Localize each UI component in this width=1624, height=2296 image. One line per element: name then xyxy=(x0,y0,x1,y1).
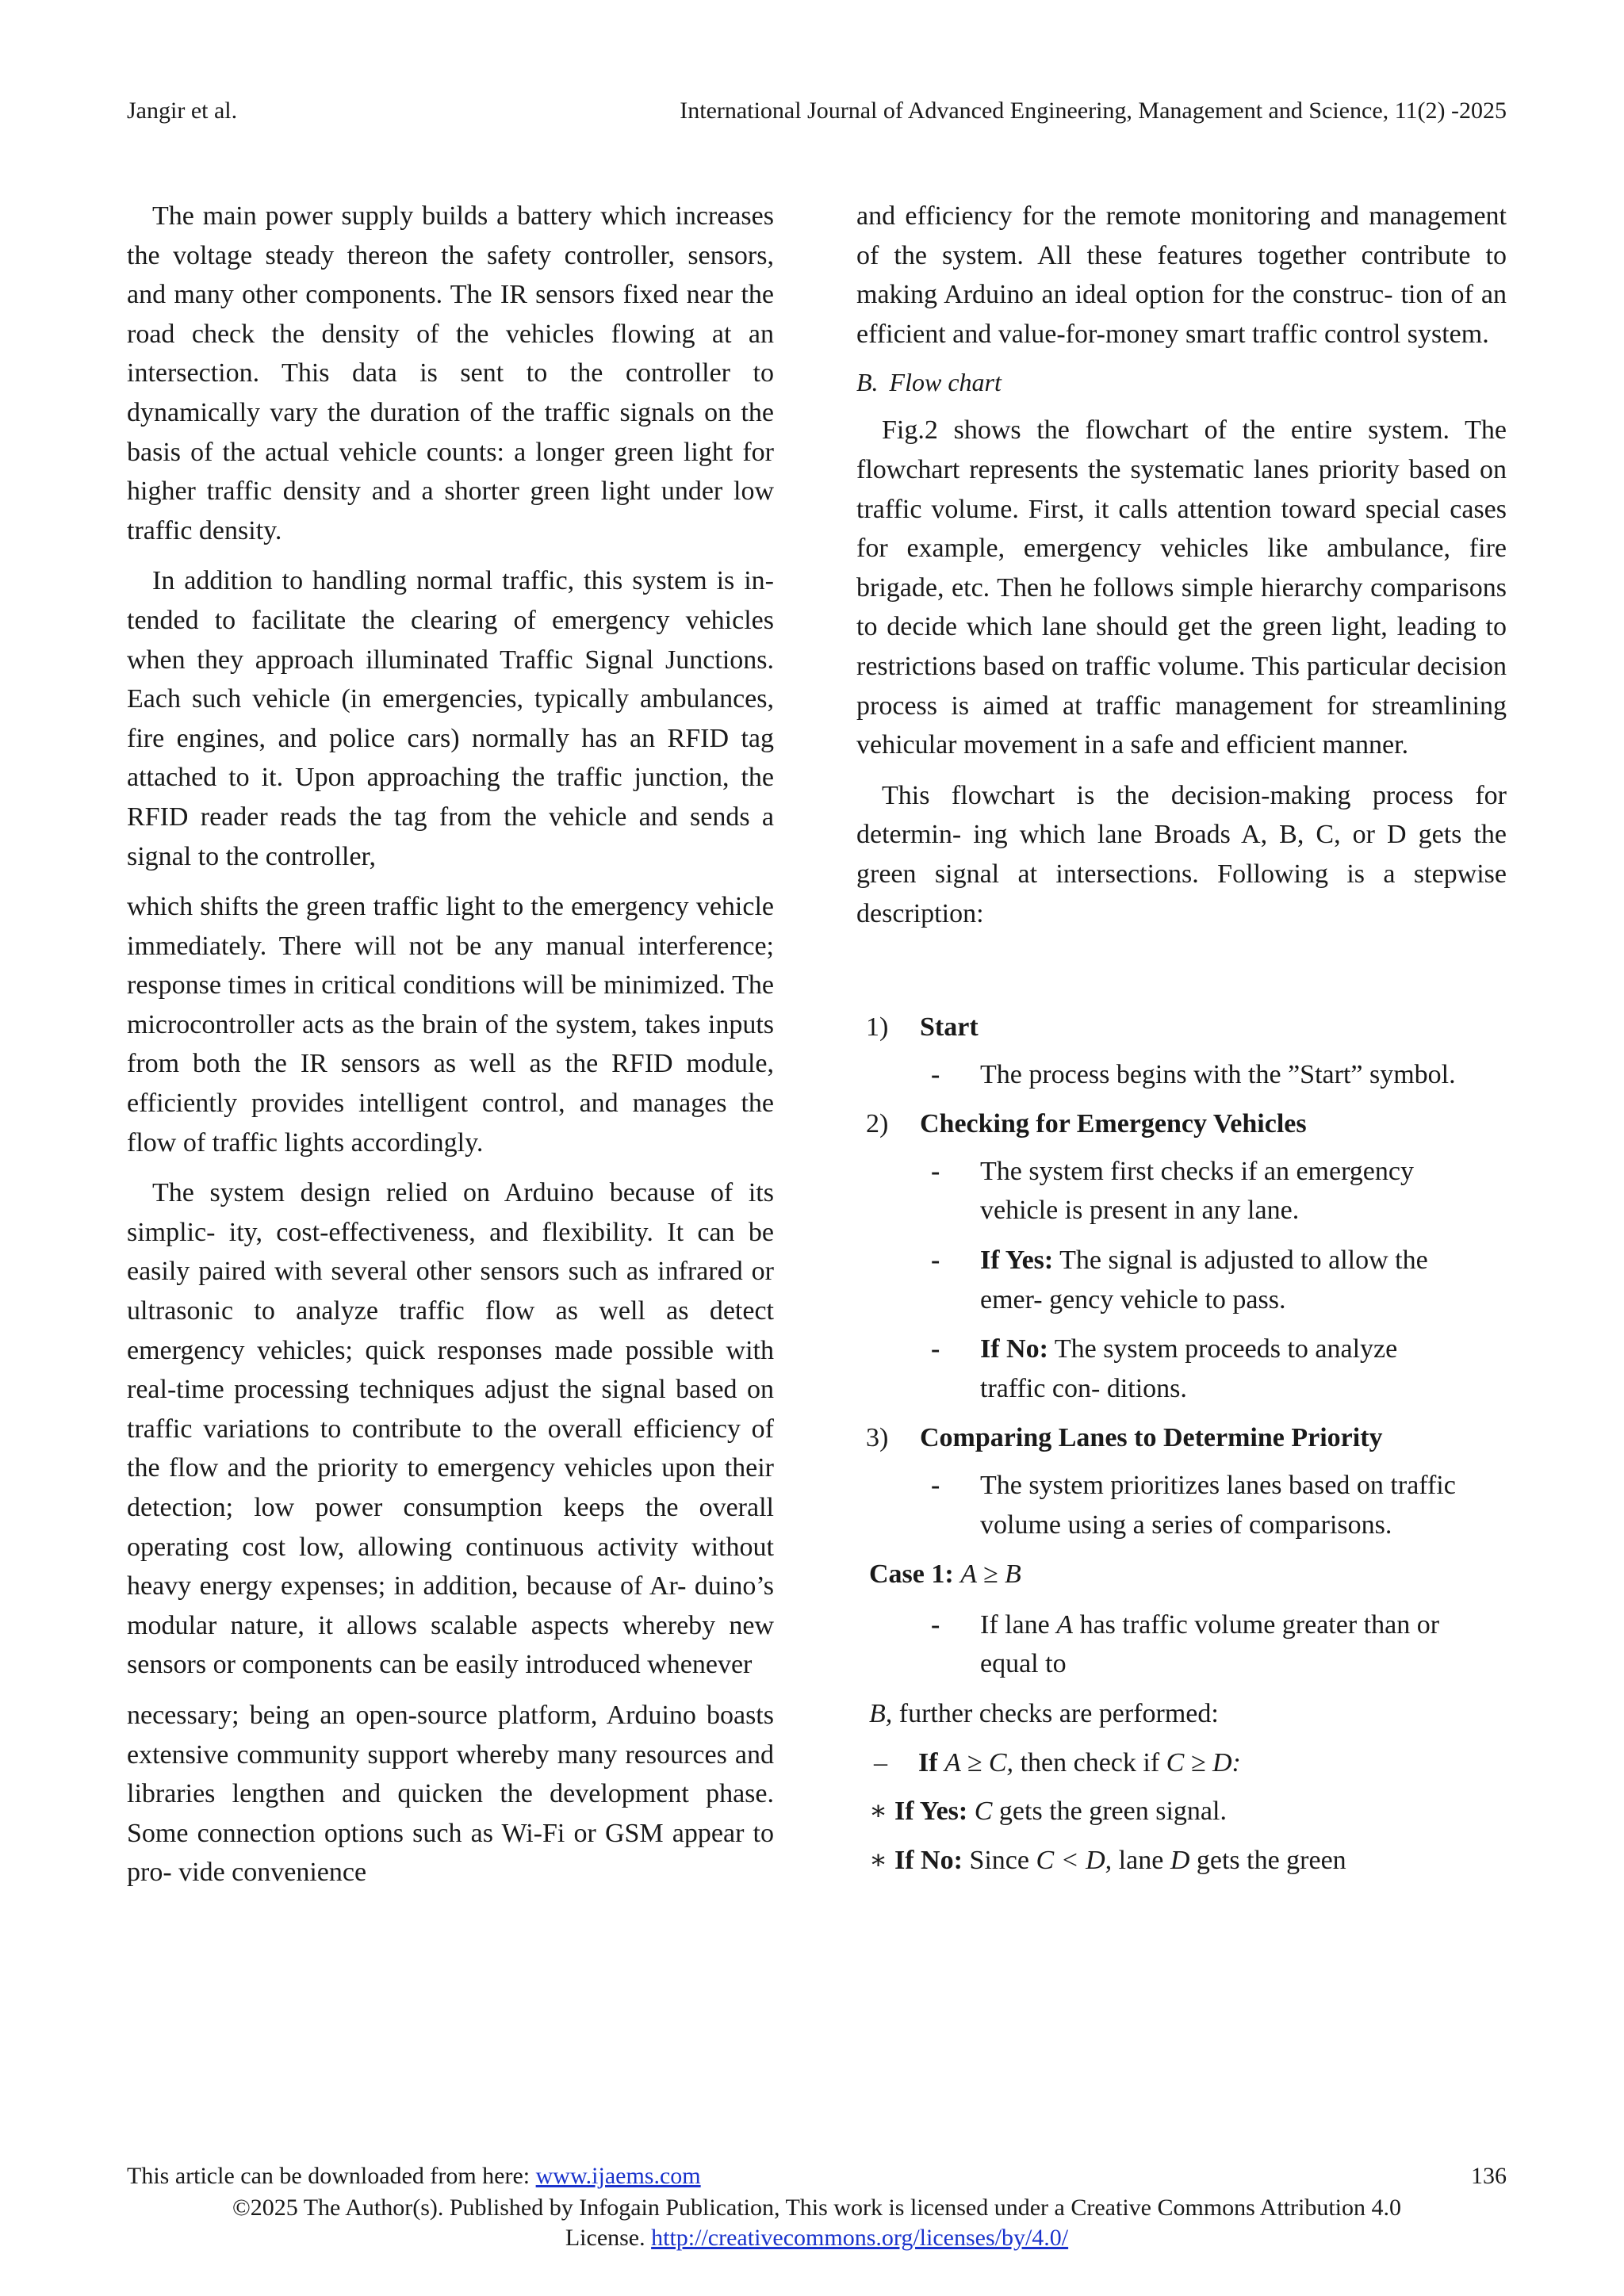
step-title-text: Comparing Lanes to Determine Priority xyxy=(920,1423,1383,1453)
header-authors: Jangir et al. xyxy=(127,98,238,124)
bullet-dash: - xyxy=(931,1471,940,1501)
paragraph: In addition to handling normal traffic, this system is in- tended to facilitate the clearing of emergency vehicles when they approach illuminated Traffic Signal Junctions. Each such vehicle (in emergencies, typically ambulances, fire engines, and police cars) normally has an RFID tag attached to it. Upon approaching the traffic junction, the RFID reader reads the tag from the vehicle and sends a signal to the controller, xyxy=(127,566,774,871)
step-title-text: Checking for Emergency Vehicles xyxy=(920,1109,1307,1139)
download-text: This article can be downloaded from here: xyxy=(127,2163,530,2189)
asterisk-marker: ∗ xyxy=(869,1797,888,1827)
condition-label: If xyxy=(918,1747,938,1777)
math-variable: C xyxy=(974,1797,993,1827)
en-dash-marker: – xyxy=(874,1747,887,1777)
list-item-text: The signal is adjusted to allow the emer- gency vehicle to pass. xyxy=(980,1246,1428,1314)
license-line: ©2025 The Author(s). Published by Infogain Publication, This work is licensed under a Creative Commons Attribution 4.0 xyxy=(232,2195,1402,2221)
section-heading xyxy=(856,365,1507,400)
page-number: 136 xyxy=(1471,2163,1507,2189)
list-item xyxy=(856,1466,1456,1544)
license-link-line xyxy=(127,2223,1507,2253)
condition-text: lane xyxy=(1118,1845,1164,1875)
paragraph: and efficiency for the remote monitoring and management of the system. All these features together contribute to making Arduino an ideal option for the construc- tion of an efficient and value-for-money smart traffic control system. xyxy=(856,201,1507,349)
asterisk-marker: ∗ xyxy=(869,1845,888,1875)
step-list xyxy=(856,1008,1507,1880)
list-item-text: The process begins with the ”Start” symbol. xyxy=(980,1059,1456,1089)
sub-condition xyxy=(856,1743,1507,1783)
math-expression: C < D, xyxy=(1036,1845,1113,1875)
math-expression: C ≥ D: xyxy=(1166,1747,1241,1777)
paragraph: The system design relied on Arduino because of its simplic- ity, cost-effectiveness, and flexibility. It can be easily paired with several other sensors such as infrared or ultrasonic to analyze traffic flow as well as detect emergency vehicles; quick responses made possible with real-time processing techniques adjust the signal based on traffic variations to contribute to the overall efficiency of the flow and the priority to emergency vehicles upon their detection; low power consumption keeps the overall operating cost low, allowing continuous activity without heavy energy expenses; in addition, because of Ar- duino’s modular nature, it allows scalable aspects whereby new sensors or components can be easily introduced whenever xyxy=(127,1178,774,1680)
sub-sub-item xyxy=(856,1841,1507,1881)
paragraph: The main power supply builds a battery which increases the voltage steady thereon the safety controller, sensors, and many other components. The IR sensors fixed near the road check the density of the vehicles flowing at an intersection. This data is sent to the controller to dynamically vary the duration of the traffic signals on the basis of the actual vehicle counts: a longer green light for higher traffic density and a shorter green light under low traffic density. xyxy=(127,201,774,545)
list-item-text: The system first checks if an emergency vehicle is present in any lane. xyxy=(980,1156,1414,1226)
bullet-dash: - xyxy=(931,1156,940,1186)
license-word: License. xyxy=(565,2225,645,2251)
bullet-dash: - xyxy=(931,1609,940,1640)
header-journal: International Journal of Advanced Engineering, Management and Science, 11(2) -2025 xyxy=(680,98,1507,124)
page-footer xyxy=(127,2161,1507,2253)
journal-link[interactable]: www.ijaems.com xyxy=(535,2163,701,2189)
step-title xyxy=(856,1104,1507,1144)
condition-text: gets the green xyxy=(1196,1845,1346,1875)
right-column xyxy=(856,197,1507,1889)
case-expression: A ≥ B xyxy=(960,1559,1021,1590)
condition-text: gets the green signal. xyxy=(998,1797,1227,1827)
list-item xyxy=(856,1055,1456,1095)
condition-label: If No: xyxy=(894,1845,963,1875)
continuation-text: further checks are performed: xyxy=(898,1699,1219,1728)
condition-text: then check if xyxy=(1020,1747,1160,1777)
math-expression: A ≥ C, xyxy=(944,1747,1014,1777)
paragraph: This flowchart is the decision-making process for determin- ing which lane Broads A, B, C, or D gets the green signal at intersections. Following is a stepwise description: xyxy=(856,780,1507,928)
paragraph: Fig.2 shows the flowchart of the entire system. The flowchart represents the systematic lanes priority based on traffic volume. First, it calls attention toward special cases for example, emergency vehicles like ambulance, fire brigade, etc. Then he follows simple hierarchy comparisons to decide which lane should get the green light, leading to restrictions based on traffic volume. This particular decision process is aimed at traffic management for streamlining vehicular movement in a safe and efficient manner. xyxy=(856,415,1507,760)
footer-download-line xyxy=(127,2161,1507,2193)
list-item-text: The system prioritizes lanes based on traffic volume using a series of comparisons. xyxy=(980,1471,1456,1540)
list-item-text: If lane xyxy=(980,1609,1050,1640)
list-item xyxy=(856,1605,1456,1684)
paragraph: necessary; being an open-source platform, Arduino boasts extensive community support whereby many resources and libraries lengthen and quicken the development phase. Some connection options such as Wi-Fi or GSM appear to pro- vide convenience xyxy=(127,1700,774,1888)
step-title-text: Start xyxy=(920,1012,979,1043)
continuation-line xyxy=(869,1694,1507,1734)
case-heading xyxy=(869,1555,1507,1594)
step-number: 1) xyxy=(866,1012,889,1043)
math-variable: A xyxy=(1056,1609,1074,1640)
bullet-dash: - xyxy=(931,1059,940,1089)
paragraph: which shifts the green traffic light to the emergency vehicle immediately. There will not be any manual interference; response times in critical conditions will be minimized. The microcontroller acts as the brain of the system, takes inputs from both the IR sensors as well as the RFID module, efficiently provides intelligent control, and manages the flow of traffic lights accordingly. xyxy=(127,892,774,1158)
bullet-dash: - xyxy=(931,1246,940,1276)
list-item-text: has traffic volume greater than or equal to xyxy=(980,1609,1440,1679)
bullet-dash: - xyxy=(931,1334,940,1364)
step-number: 3) xyxy=(866,1423,889,1453)
condition-text: Since xyxy=(969,1845,1029,1875)
condition-label: If Yes: xyxy=(894,1797,968,1827)
download-note xyxy=(127,2161,701,2191)
section-title: Flow chart xyxy=(889,368,1002,397)
math-variable: B, xyxy=(869,1699,893,1728)
math-variable: D xyxy=(1170,1845,1190,1875)
list-item-label: If No: xyxy=(980,1334,1048,1364)
step-title xyxy=(856,1418,1507,1458)
list-item xyxy=(856,1152,1456,1230)
case-label: Case 1: xyxy=(869,1559,954,1590)
step-number: 2) xyxy=(866,1109,889,1139)
license-link[interactable]: http://creativecommons.org/licenses/by/4.0/ xyxy=(651,2225,1069,2251)
list-item xyxy=(856,1330,1456,1408)
sub-sub-item xyxy=(856,1792,1507,1831)
list-item-text: The system proceeds to analyze traffic con- ditions. xyxy=(980,1334,1398,1403)
section-number: B. xyxy=(856,368,879,397)
step-title xyxy=(856,1008,1507,1047)
list-item xyxy=(856,1241,1456,1319)
left-column xyxy=(127,197,774,1904)
list-item-label: If Yes: xyxy=(980,1246,1054,1276)
